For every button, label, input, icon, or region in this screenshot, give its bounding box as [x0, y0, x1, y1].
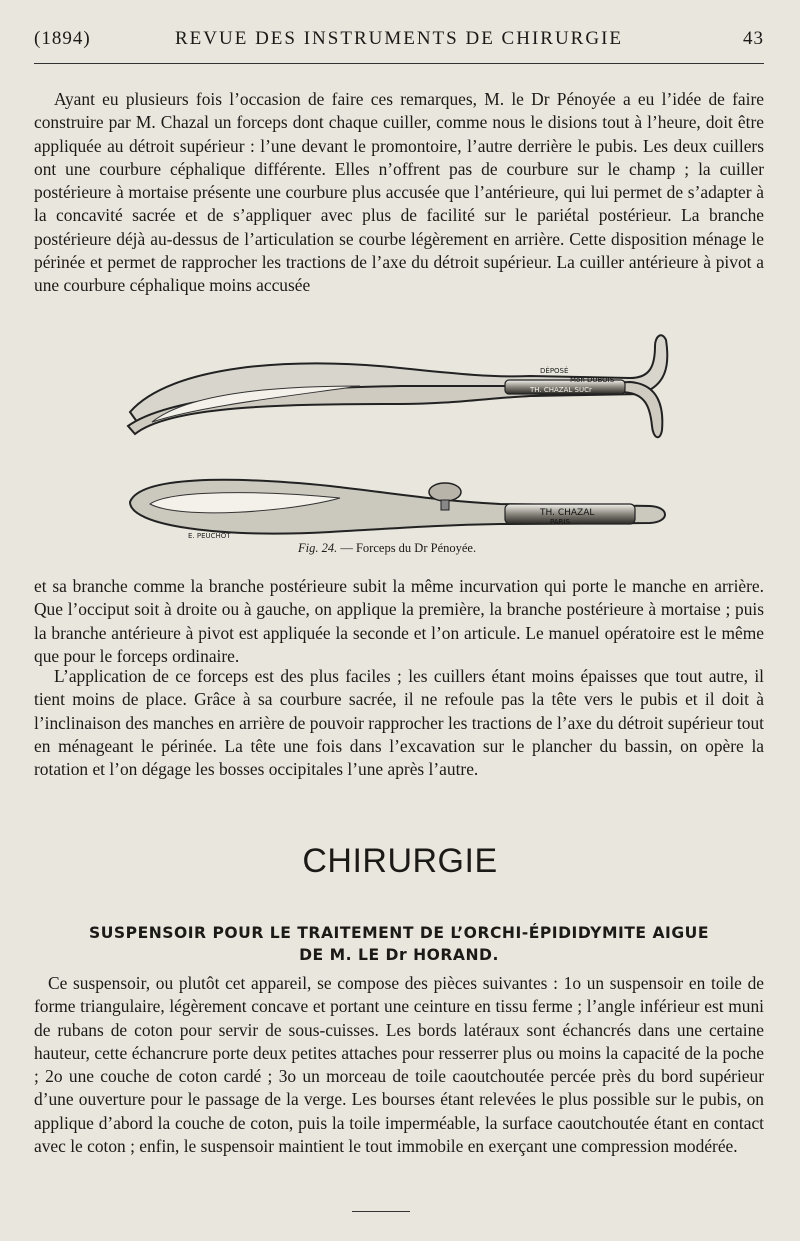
- label-maker-top-2: TH. CHAZAL SUCr: [530, 386, 592, 394]
- figure-number: Fig. 24.: [298, 541, 338, 555]
- label-maker-top: Mon DUBOIS: [570, 376, 615, 384]
- paragraph-3: L’application de ce forceps est des plus faciles ; les cuillers étant moins épaisses que tout autre, il tient moins de place. Grâce à sa courbure sacrée, il ne refoule pas la tête vers le pubis et il doit à l’inclinaison des manches en arrière de pouvoir rapprocher les tractions de l’axe du détroit supérieur tout en ménageant le périnée. La tête une fois dans l’excavation sur le plancher du bassin, on opère la rotation et l’on dégage les bosses occipitales l’une après l’autre.: [34, 666, 764, 780]
- paragraph-4: Ce suspensoir, ou plutôt cet appareil, se compose des pièces suivantes : 1o un suspensoir en toile de forme triangulaire, légèrement concave et portant une ceinture en tissu ferme ; l’angle inférieur est muni de rubans de coton pour servir de sous-cuisses. Les bords latéraux sont échancrés dans une certaine hauteur, cette échancrure porte deux petites attaches pour resserrer plus ou moins la capacité de la poche ; 2o une couche de coton cardé ; 3o un morceau de toile caoutchoutée percée près du bord supérieur d’une ouverture pour le passage de la verge. Les bourses étant relevées le plus possible sur le pubis, on applique d’abord la couche de coton, puis la toile imperméable, la surface caoutchoutée étant en contact avec le coton ; enfin, le suspensoir maintient le tout immobile en exerçant une compression modérée.: [34, 973, 764, 1157]
- running-header: [34, 24, 764, 54]
- article-title-line-2: DE M. LE Dr HORAND.: [299, 946, 499, 964]
- article-title: [34, 922, 764, 966]
- forceps-illustration: [110, 326, 680, 556]
- paragraph-1: Ayant eu plusieurs fois l’occasion de faire ces remarques, M. le Dr Pénoyée a eu l’idée de faire construire par M. Chazal un forceps dont chaque cuiller, comme nous le disions tout à l’heure, doit être appliquée au détroit supérieur : l’une devant le promontoire, l’autre derrière le pubis. Les deux cuillers ont une courbure céphalique différente. Elles n’offrent pas de courbure sur le champ ; la cuiller postérieure à mortaise présente une courbure plus accusée que l’antérieure, qui lui permet de s’adapter à la concavité sacrée et de s’appliquer avec plus de facilité sur le pariétal postérieur. La branche postérieure déjà au-dessus de l’articulation se courbe légèrement en arrière. Cette disposition ménage le périnée et permet de rapprocher les tractions de l’axe du détroit supérieur. La cuiller antérieure à pivot a une courbure céphalique moins accusée: [34, 89, 764, 296]
- figure-caption: [298, 541, 476, 556]
- journal-title: REVUE DES INSTRUMENTS DE CHIRURGIE: [175, 28, 623, 49]
- forceps-engraving: [110, 326, 680, 556]
- figure-caption-text: — Forceps du Dr Pénoyée.: [340, 541, 477, 555]
- section-heading: CHIRURGIE: [302, 842, 498, 880]
- header-year: (1894): [34, 28, 91, 49]
- label-engraver: E. PEUCHOT: [188, 532, 231, 540]
- end-rule: [352, 1211, 410, 1212]
- header-rule: [34, 63, 764, 64]
- page-number: 43: [743, 28, 764, 49]
- paragraph-2: et sa branche comme la branche postérieure subit la même incurvation qui porte le manche en arrière. Que l’occiput soit à droite ou à gauche, on applique la première, la branche postérieure à mortaise ; puis la branche antérieure à pivot est appliquée la seconde et l’on articule. Le manuel opératoire est le même que pour le forceps ordinaire.: [34, 576, 764, 666]
- label-depose: DÉPOSÉ: [540, 367, 569, 375]
- label-maker-bottom-city: PARIS: [550, 518, 570, 526]
- forceps-top: [128, 335, 667, 437]
- label-maker-bottom: TH. CHAZAL: [540, 508, 595, 518]
- article-title-line-1: SUSPENSOIR POUR LE TRAITEMENT DE L’ORCHI-ÉPIDIDYMITE AIGUE: [89, 924, 709, 942]
- forceps-bottom: [130, 480, 665, 540]
